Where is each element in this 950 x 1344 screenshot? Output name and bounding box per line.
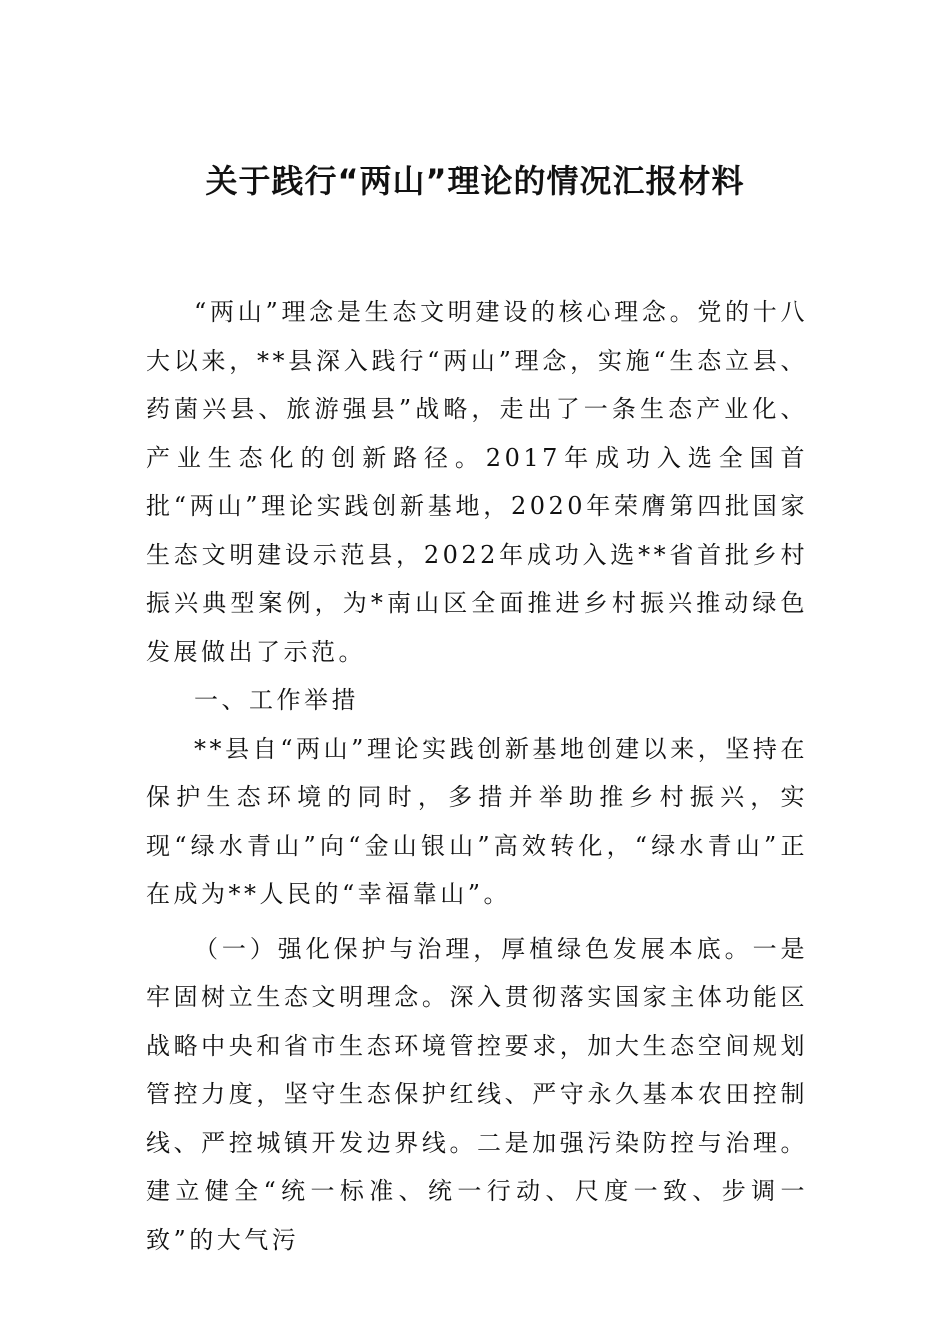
paragraph-base-overview: **县自“两山”理论实践创新基地创建以来，坚持在保护生态环境的同时，多措并举助推乡村振兴，实现“绿水青山”向“金山银山”高效转化，“绿水青山”正在成为**人民的“幸福靠山”。 [146, 734, 808, 908]
document-body [146, 288, 808, 1264]
paragraph-protection-governance: （一）强化保护与治理，厚植绿色发展本底。一是牢固树立生态文明理念。深入贯彻落实国家主体功能区战略中央和省市生态环境管控要求，加大生态空间规划管控力度，坚守生态保护红线、严守永久基本农田控制线、严控城镇开发边界线。二是加强污染防控与治理。建立健全“统一标准、统一行动、尺度一致、步调一致”的大气污 [146, 934, 808, 1254]
paragraph-intro: “两山”理念是生态文明建设的核心理念。党的十八大以来，**县深入践行“两山”理念，实施“生态立县、药菌兴县、旅游强县”战略，走出了一条生态产业化、产业生态化的创新路径。2017年成功入选全国首批“两山”理论实践创新基地，2020年荣膺第四批国家生态文明建设示范县，2022年成功入选**省首批乡村振兴典型案例，为*南山区全面推进乡村振兴推动绿色发展做出了示范。 [146, 298, 808, 666]
document-title: 关于践行“两山”理论的情况汇报材料 [205, 162, 745, 200]
section-heading-work-measures: 一、工作举措 [194, 686, 359, 714]
